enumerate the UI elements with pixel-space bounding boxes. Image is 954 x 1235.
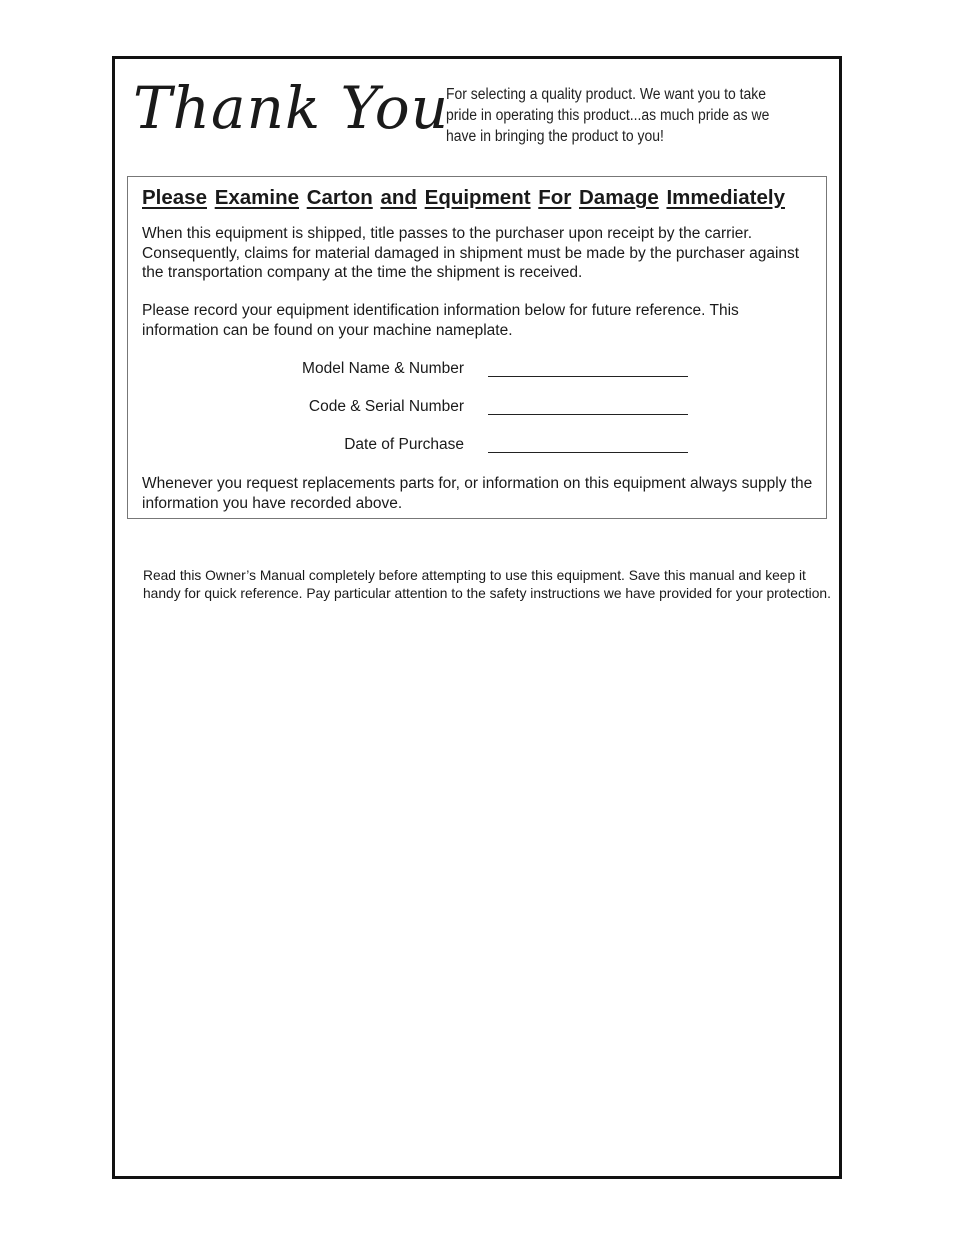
heading-word: Damage bbox=[579, 186, 659, 209]
thank-you-title: Thank You bbox=[133, 74, 450, 142]
code-serial-number-label: Code & Serial Number bbox=[308, 398, 464, 415]
examine-heading bbox=[142, 185, 785, 211]
heading-word: Carton bbox=[306, 186, 373, 209]
heading-word: Equipment bbox=[424, 186, 531, 209]
owners-manual-note: Read this Owner’s Manual completely before attempting to use this equipment. Save this manual and keep it handy for quick reference. Pay particular attention to the safety instructions we have provided for your protection. bbox=[143, 568, 831, 601]
date-of-purchase-blank[interactable] bbox=[488, 452, 688, 453]
thank-you-note: For selecting a quality product. We want you to take pride in operating this product...as much pride as we have in bringing the product to you! bbox=[446, 86, 770, 145]
date-of-purchase-label: Date of Purchase bbox=[344, 436, 464, 453]
model-name-number-blank[interactable] bbox=[488, 376, 688, 377]
examine-carton-box bbox=[127, 176, 827, 519]
model-name-number-label: Model Name & Number bbox=[302, 360, 464, 377]
model-name-number-row bbox=[128, 359, 828, 379]
date-of-purchase-row bbox=[128, 435, 828, 455]
code-serial-number-row bbox=[128, 397, 828, 417]
page-border bbox=[112, 56, 842, 1179]
heading-word: For bbox=[538, 186, 572, 209]
heading-word: Immediately bbox=[666, 186, 785, 209]
record-info-paragraph: Please record your equipment identification information below for future reference. This information can be found on your machine nameplate. bbox=[142, 302, 739, 339]
shipping-claims-paragraph: When this equipment is shipped, title passes to the purchaser upon receipt by the carrier. Consequently, claims for material damaged in shipment must be made by the purchaser against the transportation company at the time the shipment is received. bbox=[142, 225, 800, 281]
replacement-parts-paragraph: Whenever you request replacements parts for, or information on this equipment always supply the information you have recorded above. bbox=[142, 475, 813, 512]
heading-word: Examine bbox=[214, 186, 300, 209]
heading-word: Please bbox=[142, 186, 207, 209]
code-serial-number-blank[interactable] bbox=[488, 414, 688, 415]
heading-word: and bbox=[380, 186, 417, 209]
